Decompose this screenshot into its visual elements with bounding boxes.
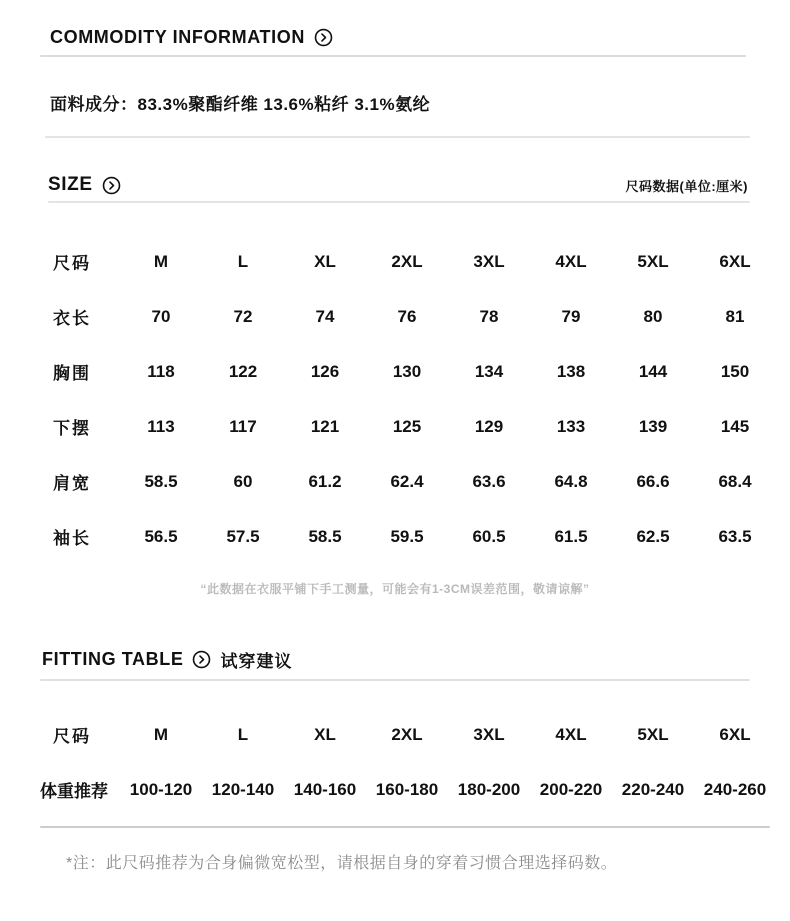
size-cell: 129 [474,416,504,436]
fitting-col-header: XL [314,724,336,744]
divider [40,679,750,681]
size-cell: 66.6 [636,471,670,491]
size-cell: 74 [315,306,335,326]
size-cell: 60 [233,471,253,491]
size-cell: 113 [147,416,175,436]
commodity-section-header [0,0,790,48]
size-cell: 70 [151,306,171,326]
size-row-label: 衣长 [53,309,91,328]
size-cell: 60.5 [472,526,506,546]
size-cell: 61.2 [308,471,342,491]
fitting-cell: 100-120 [129,779,193,799]
size-col-header: 4XL [555,251,587,271]
size-table-row-shoulder [40,454,776,509]
fitting-col-header: 3XL [473,724,505,744]
size-col-header: 3XL [473,251,505,271]
size-row-label: 尺码 [53,254,91,273]
size-cell: 58.5 [308,526,342,546]
size-table-row-hem [40,399,776,454]
size-cell: 76 [397,306,417,326]
size-cell: 63.5 [718,526,752,546]
size-cell: 134 [474,361,504,381]
size-row-label: 胸围 [53,364,91,383]
commodity-title: COMMODITY INFORMATION [50,27,305,47]
measurement-disclaimer: “此数据在衣服平铺下手工测量，可能会有1-3CM误差范围，敬请谅解” [200,582,590,596]
fitting-col-header: M [153,724,169,744]
size-col-header: XL [314,251,336,271]
size-table-header-row [40,234,776,289]
fitting-cell: 160-180 [375,779,439,799]
size-cell: 138 [556,361,586,381]
fitting-subtitle: 试穿建议 [220,652,293,671]
divider [40,826,770,828]
size-cell: 68.4 [718,471,752,491]
size-cell: 122 [228,361,258,381]
divider [45,136,750,138]
size-cell: 64.8 [554,471,588,491]
fitting-row-label: 体重推荐 [40,782,108,801]
size-col-header: 2XL [391,251,423,271]
size-col-header: M [153,251,169,271]
size-table-row-length [40,289,776,344]
size-table-row-chest [40,344,776,399]
size-col-header: 6XL [719,251,751,271]
size-cell: 57.5 [226,526,260,546]
size-table [40,234,776,564]
size-cell: 145 [720,416,750,436]
fitting-title: FITTING TABLE [42,649,184,669]
size-cell: 79 [561,306,581,326]
size-cell: 72 [233,306,253,326]
fitting-cell: 180-200 [457,779,521,799]
size-cell: 61.5 [554,526,588,546]
size-cell: 139 [638,416,668,436]
size-cell: 58.5 [144,471,178,491]
size-table-row-sleeve [40,509,776,564]
fitting-col-header: 5XL [637,724,669,744]
fitting-section-header [0,647,790,672]
chevron-right-circle-icon [192,650,211,669]
size-cell: 133 [556,416,586,436]
size-cell: 117 [229,416,257,436]
fitting-col-header: 6XL [719,724,751,744]
size-cell: 150 [720,361,750,381]
chevron-right-circle-icon [314,28,333,47]
size-cell: 130 [392,361,422,381]
size-cell: 81 [725,306,745,326]
size-unit-note: 尺码数据(单位:厘米) [625,179,748,194]
size-cell: 121 [310,416,340,436]
fitting-col-header: L [237,724,249,744]
fitting-col-header: 4XL [555,724,587,744]
fitting-cell: 220-240 [621,779,685,799]
size-row-label: 袖长 [53,529,91,548]
size-title-group [48,174,121,196]
fitting-cell: 120-140 [211,779,275,799]
size-title: SIZE [48,174,93,195]
fitting-cell: 200-220 [539,779,603,799]
fabric-composition-text: 面料成分：83.3%聚酯纤维 13.6%粘纤 3.1%氨纶 [50,95,431,114]
fitting-cell: 240-260 [703,779,767,799]
size-row-label: 下摆 [53,419,91,438]
fitting-col-header: 2XL [391,724,423,744]
fitting-table-header-row [40,707,776,762]
size-col-header: 5XL [637,251,669,271]
divider [40,55,746,57]
size-cell: 126 [310,361,340,381]
size-cell: 56.5 [144,526,178,546]
size-cell: 118 [147,361,175,381]
size-row-label: 肩宽 [53,474,91,493]
size-cell: 78 [479,306,499,326]
size-cell: 59.5 [390,526,424,546]
divider [48,201,750,203]
size-section-header [0,174,790,196]
fitting-table [40,707,776,817]
fitting-cell: 140-160 [293,779,357,799]
fitting-row-label: 尺码 [53,727,91,746]
chevron-right-circle-icon [102,176,121,195]
size-cell: 80 [643,306,663,326]
size-cell: 63.6 [472,471,506,491]
size-cell: 144 [638,361,668,381]
size-cell: 125 [392,416,422,436]
size-cell: 62.4 [390,471,424,491]
size-cell: 62.5 [636,526,670,546]
size-col-header: L [237,251,249,271]
fitting-table-row-weight [40,762,776,817]
size-recommendation-note: *注：此尺码推荐为合身偏微宽松型，请根据自身的穿着习惯合理选择码数。 [66,855,618,872]
